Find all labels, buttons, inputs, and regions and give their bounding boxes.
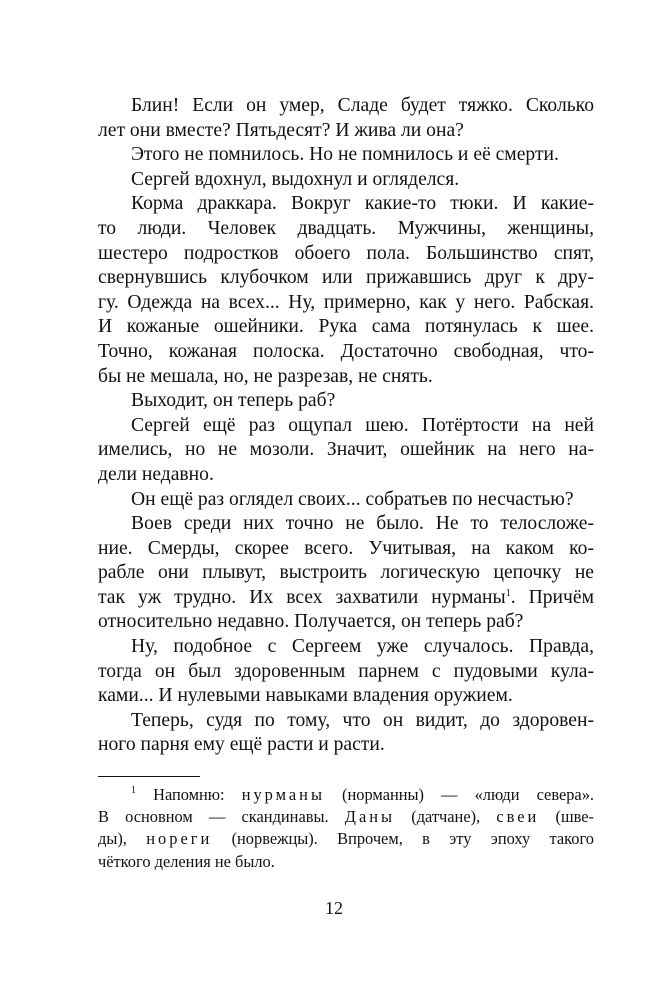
text-line: то люди. Человек двадцать. Мужчины, женщины, <box>98 217 594 239</box>
text-line: Ну, подобное с Сергеем уже случалось. Правда, <box>131 636 594 658</box>
footnote-line <box>98 806 594 828</box>
paragraph <box>98 635 594 709</box>
text-fragment: ды), <box>98 829 147 849</box>
text-line: дели недавно. <box>98 463 214 485</box>
text-line: Теперь, судя по тому, что он видит, до здоровен- <box>131 709 594 731</box>
footnote-reference[interactable]: 1 <box>505 587 511 599</box>
text-line: ние. Смерды, скорее всего. Учитывая, на каком ко- <box>98 537 594 559</box>
footnote-line <box>98 828 594 850</box>
text-line: Выходит, он теперь раб? <box>131 390 336 412</box>
paragraph <box>98 168 594 193</box>
text-fragment: (датчане), <box>395 807 497 827</box>
text-line: ками... И нулевыми навыками владения оружием. <box>98 685 513 707</box>
text-line: свернувшись клубочком или прижавшись друг к дру- <box>98 267 594 289</box>
text-line: гу. Одежда на всех... Ну, примерно, как у него. Рабская. <box>98 291 594 313</box>
paragraph <box>98 389 594 414</box>
paragraph <box>98 709 594 758</box>
main-text <box>98 94 594 758</box>
text-line: Сергей вдохнул, выдохнул и огляделся. <box>131 168 460 190</box>
paragraph <box>98 512 594 635</box>
emphasized-term: свеи <box>496 807 540 827</box>
text-line: имелись, но не мозоли. Значит, ошейник на него на- <box>98 439 594 461</box>
text-line: Он ещё раз оглядел своих... собратьев по несчастью? <box>131 488 574 510</box>
text-fragment: (шве- <box>539 807 594 827</box>
footnote-marker: 1 <box>131 785 136 796</box>
paragraph <box>98 143 594 168</box>
paragraph <box>98 94 594 143</box>
footnote-line: чёткого деления не было. <box>98 851 275 871</box>
text-line: лет они вместе? Пятьдесят? И жива ли она? <box>98 119 464 141</box>
text-line: Корма драккара. Вокруг какие-то тюки. И какие- <box>131 193 594 215</box>
text-line: бы не мешала, но, не разрезав, не снять. <box>98 365 433 387</box>
text-line: Блин! Если он умер, Сладе будет тяжко. Сколько <box>131 95 594 116</box>
footnote-line <box>98 784 594 806</box>
text-line: Этого не помнилось. Но не помнилось и её смерти. <box>131 144 559 166</box>
text-line: рабле они плывут, выстроить логическую цепочку не <box>98 562 594 584</box>
text-fragment: Напомню: <box>153 785 242 804</box>
paragraph <box>98 488 594 513</box>
text-fragment: (норвежцы). Впрочем, в эту эпоху такого <box>212 829 594 849</box>
text-line: относительно недавно. Получается, он теперь раб? <box>98 611 524 633</box>
text-line: Сергей ещё раз ощупал шею. Потёртости на ней <box>131 414 594 436</box>
emphasized-term: нурманы <box>241 785 325 804</box>
emphasized-term: Даны <box>344 807 396 827</box>
page-number: 12 <box>325 898 343 918</box>
emphasized-term: нореги <box>146 829 213 849</box>
text-fragment: (норманны) — «люди севера». <box>324 785 595 804</box>
text-line: Воев среди них точно не было. Не то телосложе- <box>131 513 594 535</box>
footnote <box>98 784 594 873</box>
text-line: ного парня ему ещё расти и расти. <box>98 734 385 756</box>
text-line: тогда он был здоровенным парнем с пудовыми кула- <box>98 660 594 682</box>
text-line: И кожаные ошейники. Рука сама потянулась к шее. <box>98 316 594 338</box>
text-line: Точно, кожаная полоска. Достаточно свободная, что- <box>98 340 594 362</box>
text-line-with-footnote <box>98 586 594 611</box>
text-fragment: В основном — скандинавы. <box>98 807 345 827</box>
text-fragment: . Причём <box>510 586 594 608</box>
text-line: шестеро подростков обоего пола. Большинство спят, <box>98 242 594 264</box>
text-fragment: так уж трудно. Их всех захватили нурманы <box>98 586 506 608</box>
paragraph <box>98 192 594 389</box>
paragraph <box>98 414 594 488</box>
footnote-divider <box>98 776 200 777</box>
